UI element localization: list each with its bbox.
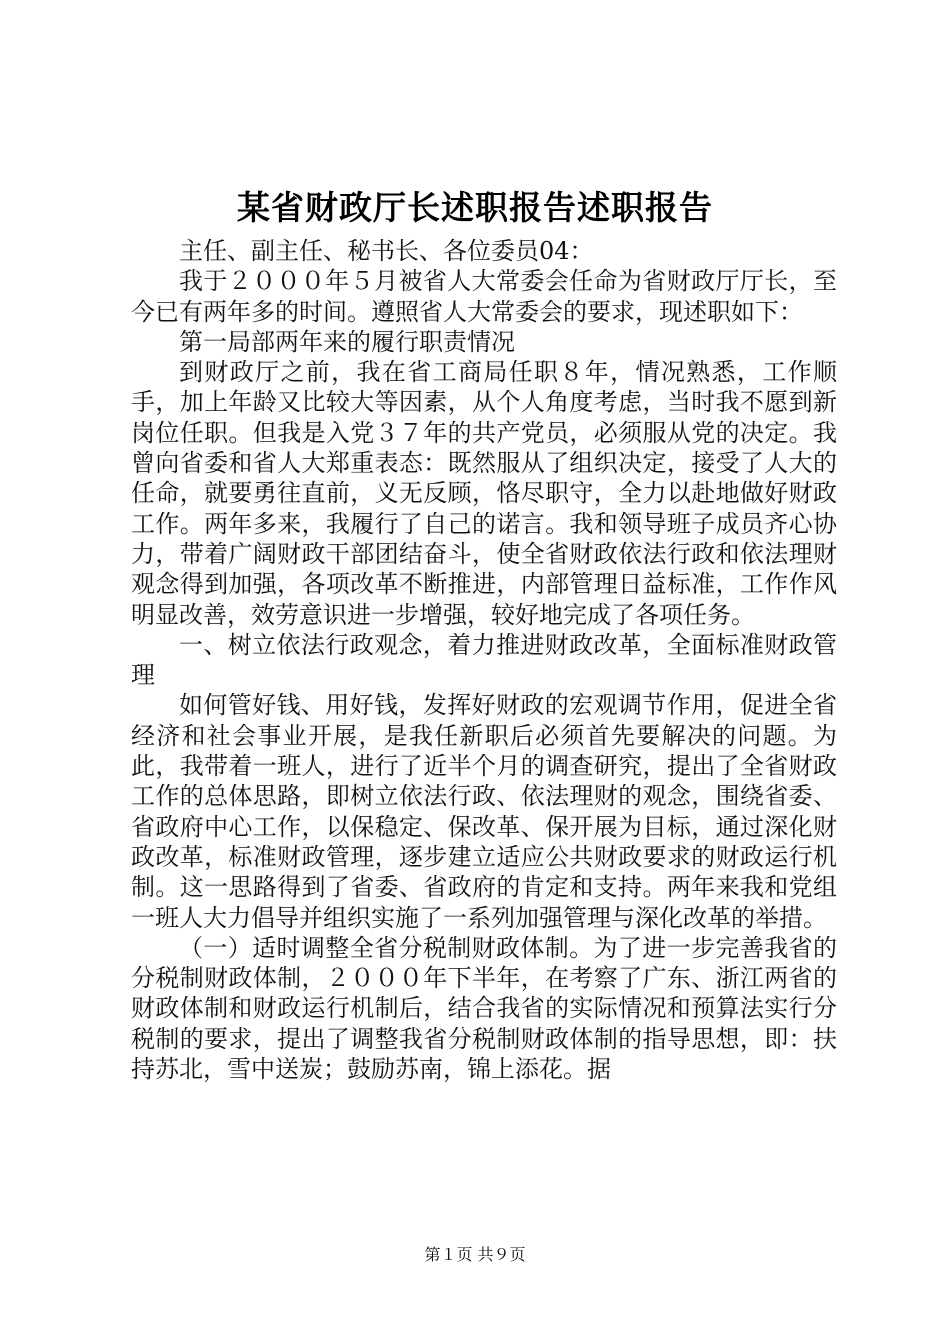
salutation-paragraph: 主任、副主任、秘书长、各位委员04： xyxy=(179,237,594,265)
page-number-footer: 第１页 共９页 xyxy=(424,1245,526,1264)
document-title: 某省财政厅长述职报告述职报告 xyxy=(237,188,713,227)
subsection-heading: 一、树立依法行政观念，着力推进财政改革，全面标准财政管理 xyxy=(131,630,837,690)
section-heading: 第一局部两年来的履行职责情况 xyxy=(179,327,515,356)
document-body xyxy=(131,236,837,1084)
intro-paragraph: 我于２０００年５月被省人大常委会任命为省财政厅厅长，至今已有两年多的时间。遵照省人大常委会的要求，现述职如下： xyxy=(131,267,837,326)
body-paragraph: 如何管好钱、用好钱，发挥好财政的宏观调节作用，促进全省经济和社会事业开展，是我任新职后必须首先要解决的问题。为此，我带着一班人，进行了近半个月的调查研究，提出了全省财政工作的总体思路，即树立依法行政、依法理财的观念，围绕省委、省政府中心工作，以保稳定、保改革、保开展为目标，通过深化财政改革，标准财政管理，逐步建立适应公共财政要求的财政运行机制。这一思路得到了省委、省政府的肯定和支持。两年来我和党组一班人大力倡导并组织实施了一系列加强管理与深化改革的举措。 xyxy=(131,691,837,932)
body-paragraph: 到财政厅之前，我在省工商局任职８年，情况熟悉，工作顺手，加上年龄又比较大等因素，从个人角度考虑，当时我不愿到新岗位任职。但我是入党３７年的共产党员，必须服从党的决定。我曾向省委和省人大郑重表态：既然服从了组织决定，接受了人大的任命，就要勇往直前，义无反顾，恪尽职守，全力以赴地做好财政工作。两年多来，我履行了自己的诺言。我和领导班子成员齐心协力，带着广阔财政干部团结奋斗，使全省财政依法行政和依法理财观念得到加强，各项改革不断推进，内部管理日益标准，工作作风明显改善，效劳意识进一步增强，较好地完成了各项任务。 xyxy=(131,358,837,629)
body-paragraph: （一）适时调整全省分税制财政体制。为了进一步完善我省的分税制财政体制，２０００年下半年，在考察了广东、浙江两省的财政体制和财政运行机制后，结合我省的实际情况和预算法实行分税制的要求，提出了调整我省分税制财政体制的指导思想，即：扶持苏北，雪中送炭；鼓励苏南，锦上添花。据 xyxy=(131,933,837,1084)
